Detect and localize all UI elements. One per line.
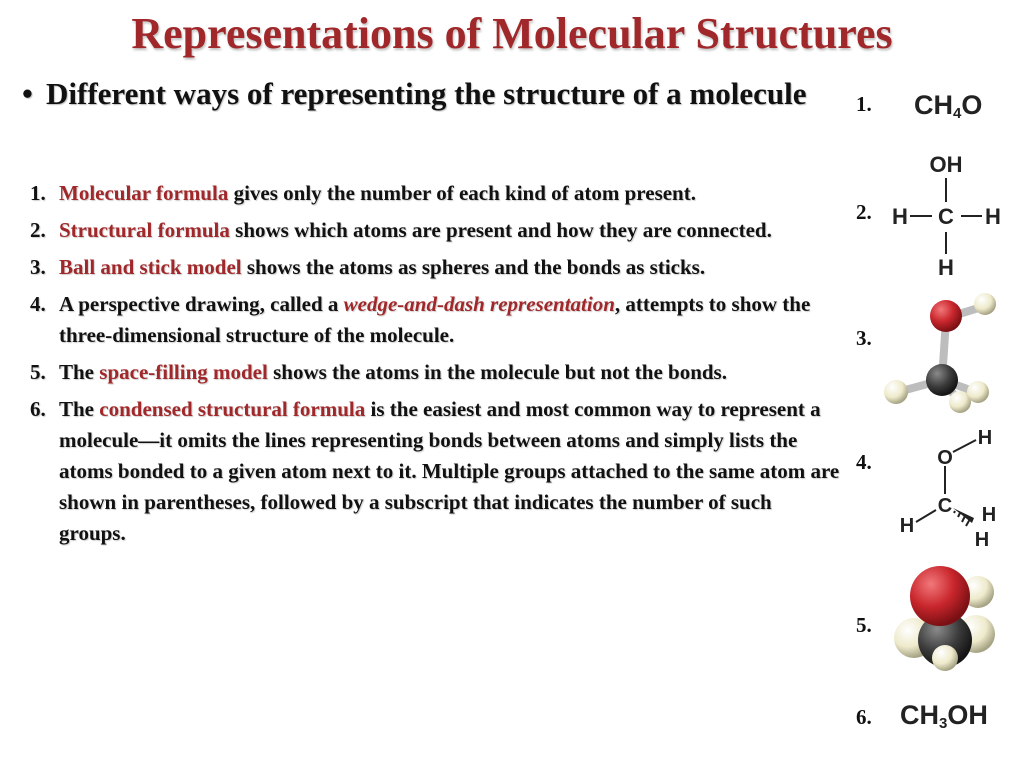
atom-h-bottom: H	[938, 255, 954, 280]
atom-h-left: H	[899, 515, 915, 537]
item-pre: A perspective drawing, called a	[59, 292, 344, 316]
space-filling-model	[890, 562, 1000, 672]
item-number: 3.	[30, 255, 46, 279]
figure-label-6: 6.	[856, 705, 872, 729]
atom-c: C	[938, 204, 954, 229]
slide-title: Representations of Molecular Structures	[131, 9, 893, 58]
figure-label-2: 2.	[856, 200, 872, 224]
item-term: Molecular formula	[59, 181, 229, 205]
bullet-text: Different ways of representing the structure of a molecule	[46, 76, 807, 111]
item-term: wedge-and-dash representation	[343, 292, 615, 316]
list-item-1	[30, 178, 842, 209]
item-pre: The	[59, 397, 100, 421]
list-item-2	[30, 215, 842, 246]
figure-label-3: 3.	[856, 326, 872, 350]
atom-h-top: H	[977, 427, 993, 449]
item-number: 5.	[30, 360, 46, 384]
item-pre: The	[59, 360, 100, 384]
item-number: 4.	[30, 292, 46, 316]
wedge-and-dash-diagram	[890, 422, 1020, 554]
atom-h-right: H	[981, 504, 997, 526]
figure-label-4: 4.	[856, 450, 872, 474]
item-text: , attempts to show the three-dimensional structure of the molecule.	[59, 292, 811, 347]
figure-label-5: 5.	[856, 613, 872, 637]
condensed-formula	[900, 700, 988, 732]
ball-and-stick-model	[878, 288, 1008, 418]
item-term: Structural formula	[59, 218, 230, 242]
hydrogen-ball	[967, 381, 989, 403]
item-text: shows which atoms are present and how they are connected.	[229, 218, 772, 242]
item-number: 2.	[30, 218, 46, 242]
atom-c: C	[937, 495, 953, 517]
main-bullet	[22, 74, 822, 114]
hydrogen-ball	[974, 293, 996, 315]
list-item-4	[30, 289, 842, 351]
molecular-formula	[914, 90, 982, 122]
representation-list	[30, 178, 842, 555]
hydrogen-sphere	[932, 645, 958, 671]
figure-label-1: 1.	[856, 92, 872, 116]
list-item-6	[30, 394, 842, 549]
item-number: 6.	[30, 397, 46, 421]
formula-oh: OH	[947, 700, 988, 730]
formula-subscript: 4	[953, 105, 962, 122]
bullet-symbol: •	[22, 76, 33, 111]
item-text: is the easiest and most common way to represent a molecule—it omits the lines representing bonds between atoms and simply lists the atoms bonded to a given atom next to it. Multiple groups attached to the same atom are shown in parentheses, followed by a subscript that indicates the number of such groups.	[59, 397, 840, 545]
carbon-ball	[926, 364, 958, 396]
oxygen-ball	[930, 300, 962, 332]
atom-h-left: H	[892, 204, 908, 229]
oxygen-sphere	[910, 566, 970, 626]
atom-oh: OH	[929, 152, 963, 177]
formula-subscript: 3	[939, 715, 948, 732]
item-text: shows the atoms in the molecule but not the bonds.	[267, 360, 727, 384]
item-text: shows the atoms as spheres and the bonds as sticks.	[241, 255, 706, 279]
item-term: Ball and stick model	[59, 255, 242, 279]
list-item-3	[30, 252, 842, 283]
atom-o: O	[937, 447, 953, 469]
item-term: condensed structural formula	[99, 397, 366, 421]
item-term: space-filling model	[99, 360, 268, 384]
formula-o: O	[961, 90, 983, 120]
hydrogen-ball	[884, 380, 908, 404]
formula-ch: CH	[914, 90, 953, 120]
item-text: gives only the number of each kind of atom present.	[228, 181, 696, 205]
structural-formula-diagram	[880, 148, 1010, 280]
formula-ch: CH	[900, 700, 939, 730]
list-item-5	[30, 357, 842, 388]
item-number: 1.	[30, 181, 46, 205]
atom-h-bottom: H	[974, 529, 990, 551]
atom-h-right: H	[985, 204, 1001, 229]
